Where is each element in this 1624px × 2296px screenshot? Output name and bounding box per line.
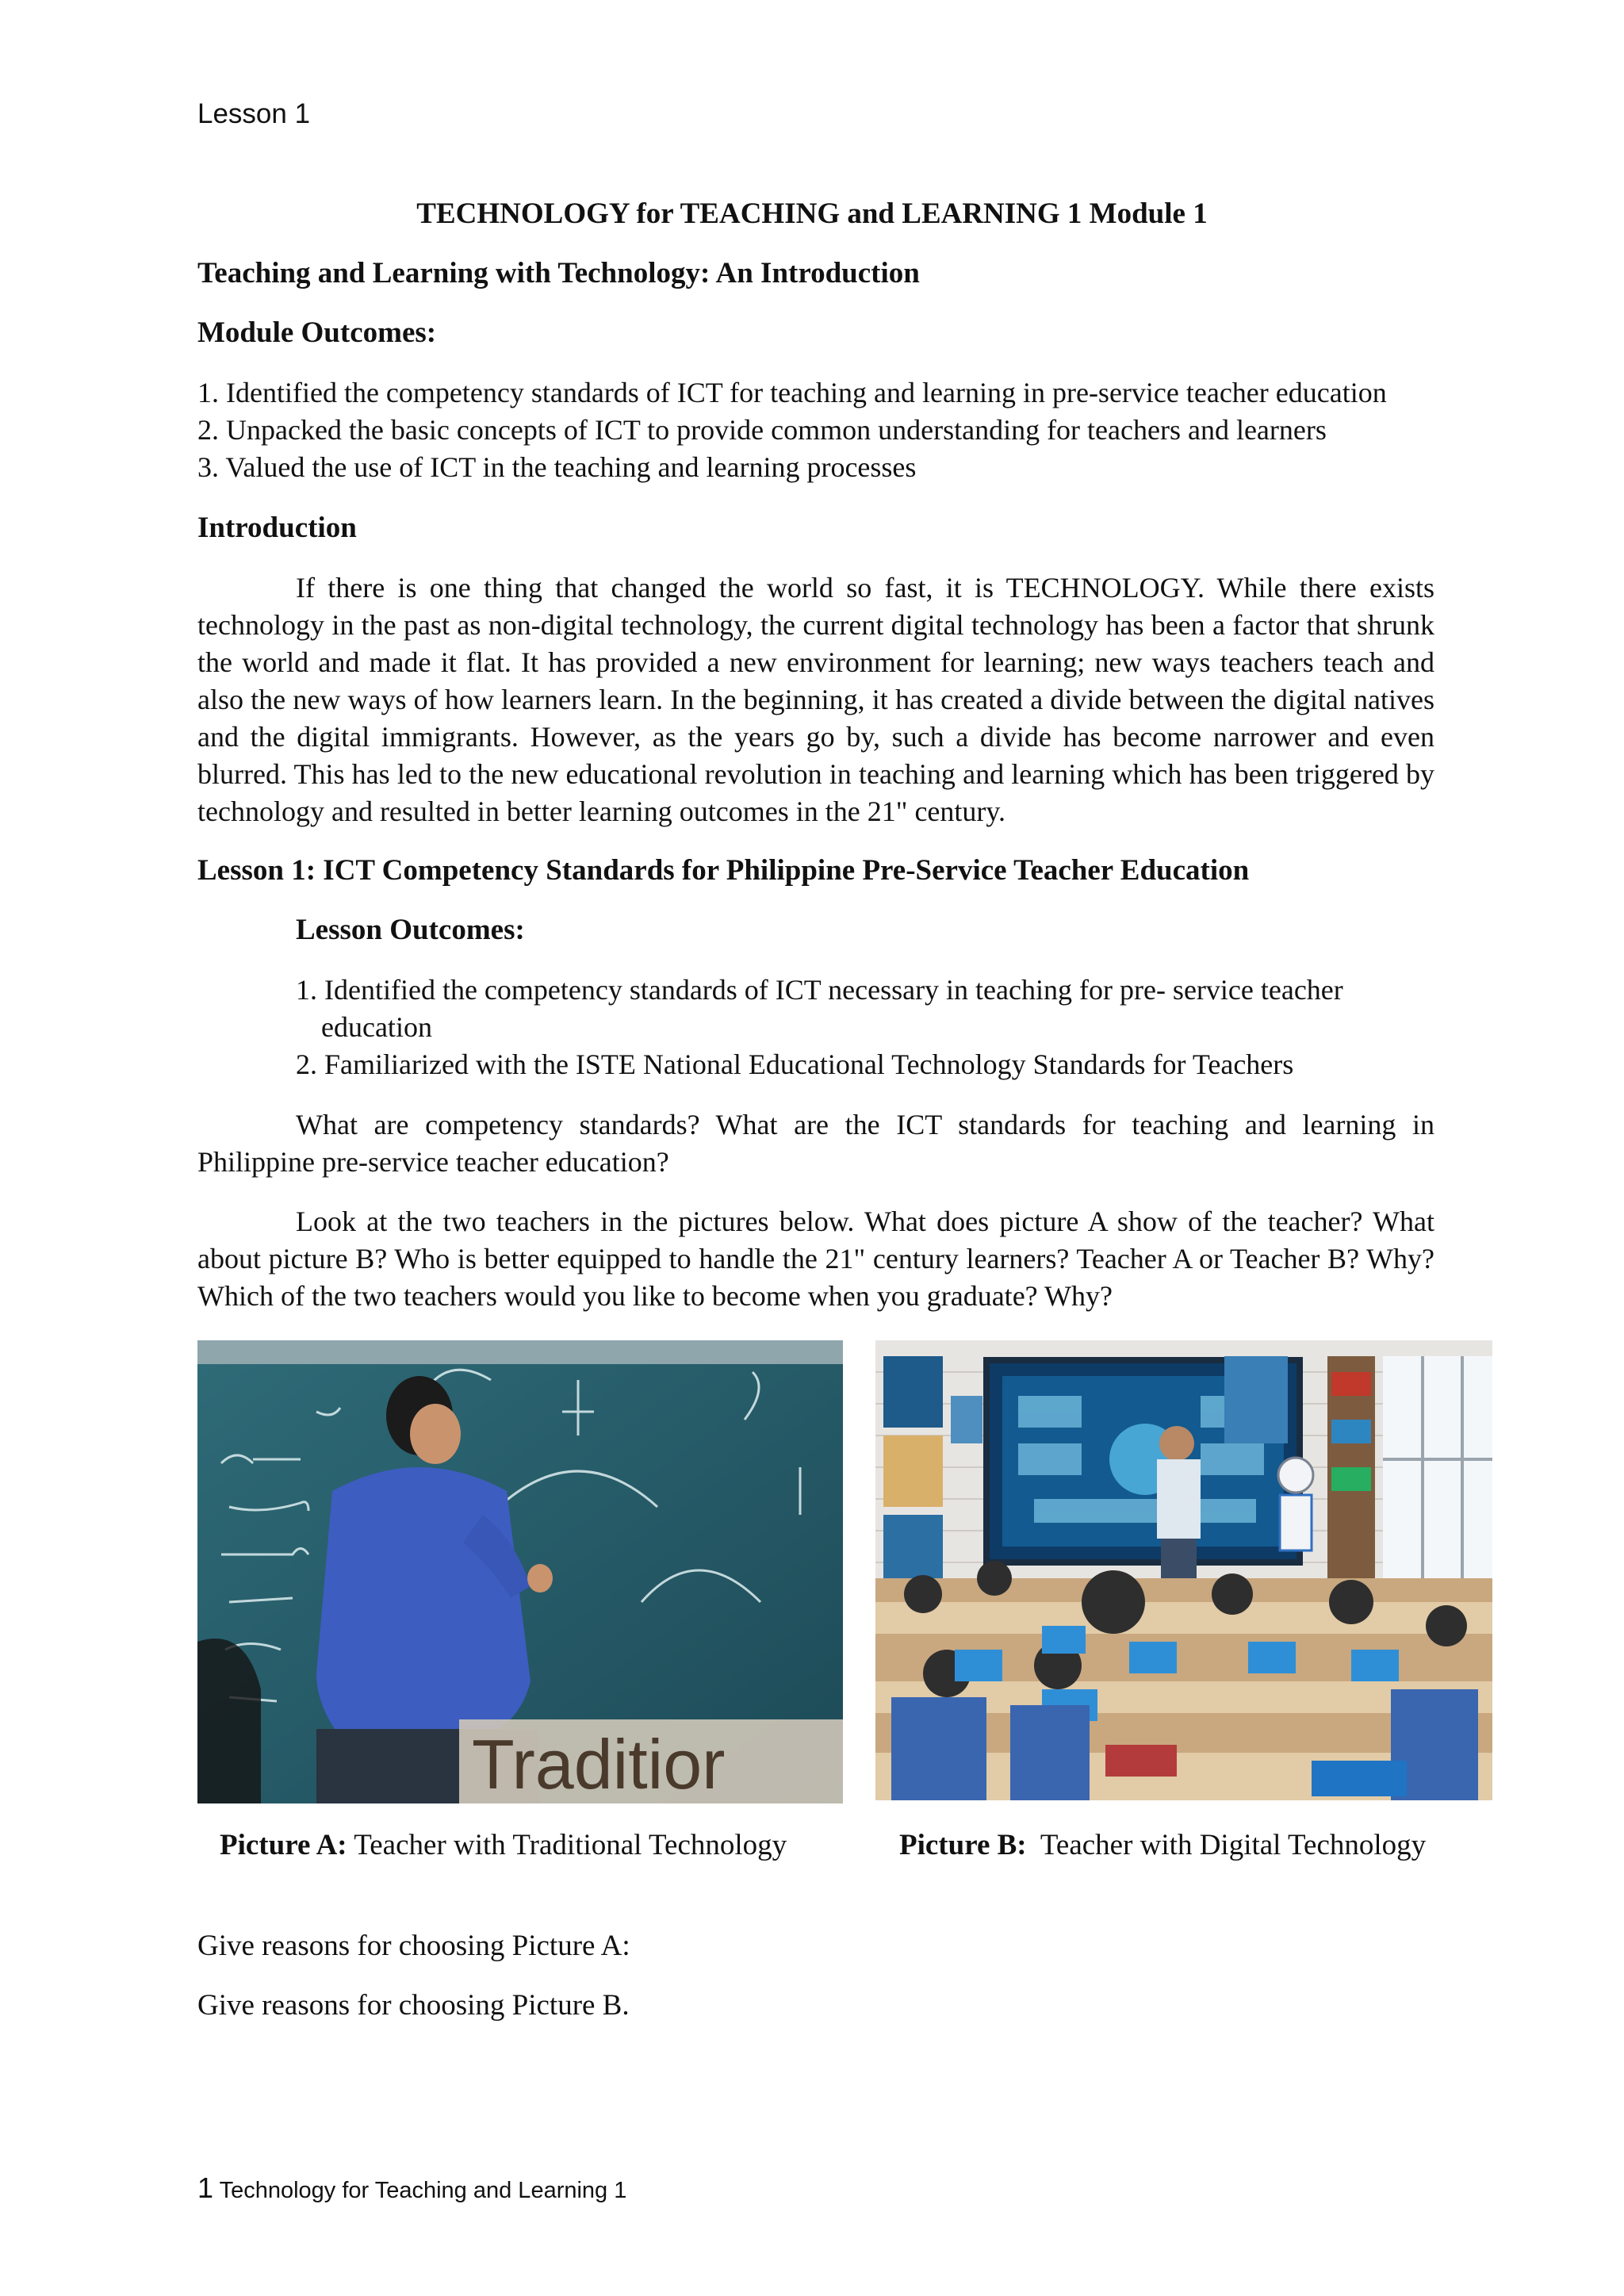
lesson-outcomes-list (296, 972, 1438, 1083)
picture-b-caption (899, 1828, 1426, 1862)
pictures-paragraph: Look at the two teachers in the pictures below. What does picture A show of the teacher? What about picture B? Who is better equipped to handle the 21" century learners? Teacher A or Teacher B? Why? Which of the two teachers would you like to become when you graduate? Why? (197, 1205, 1434, 1312)
lesson-outcomes-heading: Lesson Outcomes: (296, 914, 525, 946)
question-paragraph: What are competency standards? What are the ICT standards for teaching and learning in Philippine pre-service teacher education? (197, 1109, 1434, 1178)
module-outcome-item: 2. Unpacked the basic concepts of ICT to provide common understanding for teachers and learners (197, 414, 1327, 446)
page-number: 1 (197, 2171, 214, 2204)
picture-b-caption-text: Teacher with Digital Technology (1040, 1829, 1427, 1861)
reason-a-prompt: Give reasons for choosing Picture A: (197, 1930, 630, 1962)
page-footer (197, 2171, 626, 2205)
picture-a-caption-text: Teacher with Traditional Technology (354, 1829, 787, 1861)
module-outcomes-heading: Module Outcomes: (197, 316, 437, 349)
lesson-outcome-item-continued: education (321, 1011, 432, 1043)
picture-a-image (197, 1340, 843, 1803)
running-head: Lesson 1 (197, 98, 311, 129)
module-outcome-item: 1. Identified the competency standards of ICT for teaching and learning in pre-service teacher education (197, 377, 1387, 408)
introduction-paragraph: If there is one thing that changed the world so fast, it is TECHNOLOGY. While there exists technology in the past as non-digital technology, the current digital technology has been a factor that shrunk the world and made it flat. It has provided a new environment for learning; new ways teachers teach and also the new ways of how learners learn. In the beginning, it has created a divide between the digital natives and the digital immigrants. However, as the years go by, such a divide has become narrower and even blurred. This has led to the new educational revolution in teaching and learning which has been triggered by technology and resulted in better learning outcomes in the 21" century. (197, 572, 1434, 827)
lesson-outcome-item: 1. Identified the competency standards of ICT necessary in teaching for pre- service teacher (296, 974, 1343, 1006)
introduction-heading: Introduction (197, 512, 357, 544)
module-title-row (0, 197, 1624, 231)
lesson-heading: Lesson 1: ICT Competency Standards for Philippine Pre-Service Teacher Education (197, 854, 1250, 887)
module-subtitle: Teaching and Learning with Technology: An Introduction (197, 257, 920, 289)
picture-b-label: Picture B: (899, 1829, 1027, 1861)
module-title: TECHNOLOGY for TEACHING and LEARNING 1 Module 1 (416, 197, 1208, 230)
picture-b-image (875, 1340, 1492, 1800)
lesson-outcome-item: 2. Familiarized with the ISTE National Educational Technology Standards for Teachers (296, 1048, 1294, 1080)
reason-b-prompt: Give reasons for choosing Picture B. (197, 1989, 630, 2022)
picture-a-label: Picture A: (220, 1829, 347, 1861)
module-outcomes-list (197, 374, 1434, 486)
module-outcome-item: 3. Valued the use of ICT in the teaching and learning processes (197, 451, 917, 483)
picture-a-overlay-text: Traditior (472, 1725, 726, 1803)
picture-a-caption (220, 1828, 787, 1862)
footer-text: Technology for Teaching and Learning 1 (219, 2178, 627, 2203)
